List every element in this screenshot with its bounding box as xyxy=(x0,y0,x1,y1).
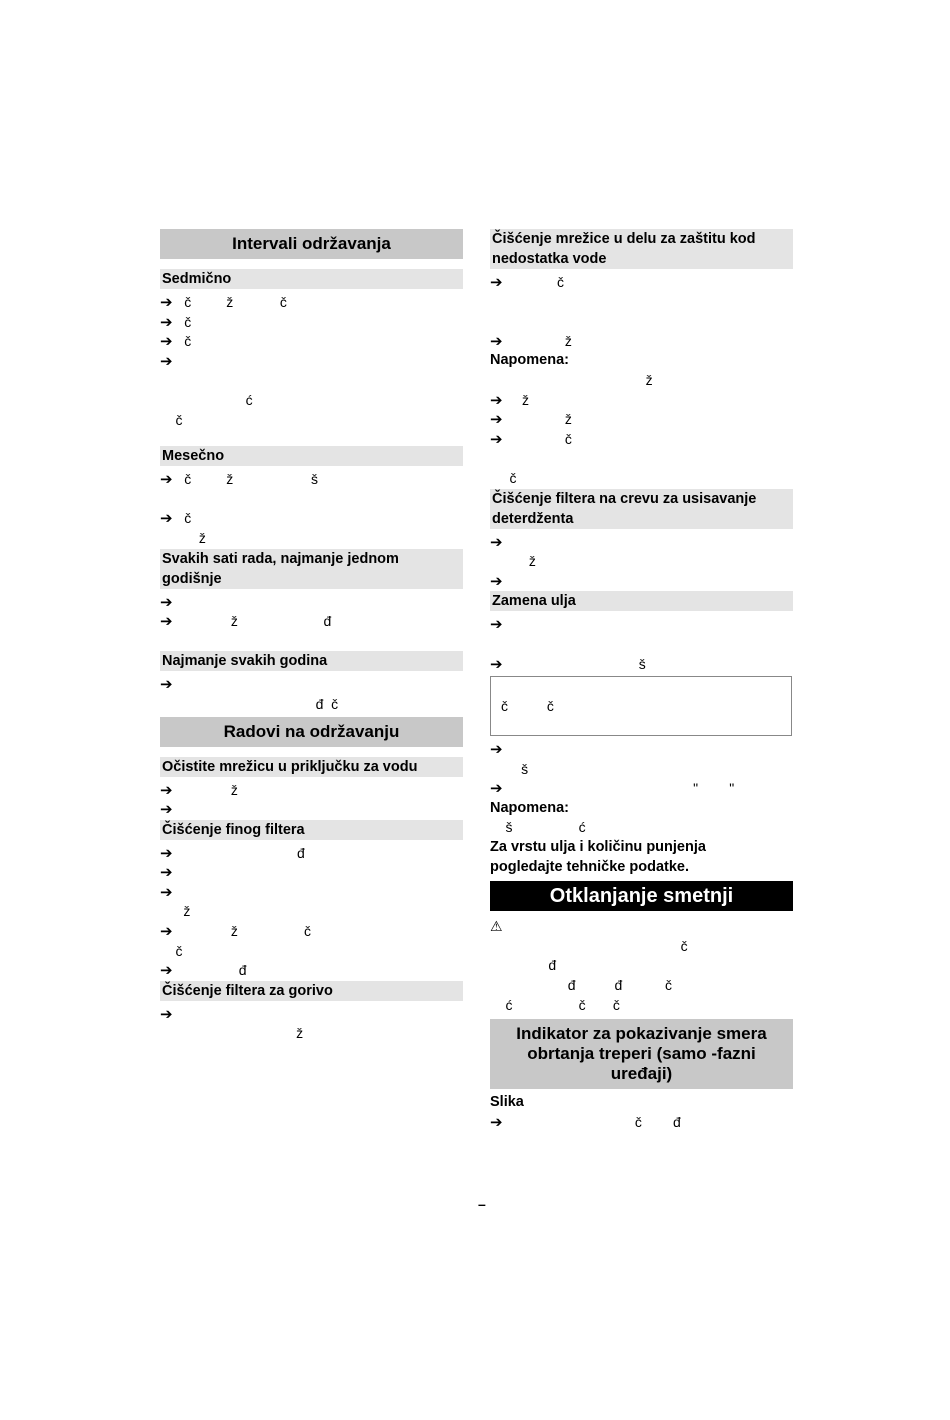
heading-sedmicno: Sedmično xyxy=(160,269,463,289)
arrow-icon: ➔ xyxy=(160,844,173,862)
arrow-icon: ➔ xyxy=(490,1113,503,1131)
oil-info-line: pogledajte tehničke podatke. xyxy=(490,858,690,875)
heading-ciscenje-finog-filtera: Čišćenje finog filtera xyxy=(160,820,463,840)
arrow-icon: ➔ xyxy=(490,741,503,759)
heading-mesecno: Mesečno xyxy=(160,446,463,466)
arrow-icon: ➔ xyxy=(160,676,173,694)
arrow-icon: ➔ xyxy=(490,430,503,448)
text-line: č xyxy=(160,411,183,428)
list-item: ➔ č xyxy=(160,313,192,331)
text-line: đ xyxy=(490,957,557,974)
arrow-icon: ➔ xyxy=(160,510,173,528)
list-item: ➔ š xyxy=(490,655,646,673)
text-line: č xyxy=(490,937,688,954)
arrow-icon: ➔ xyxy=(160,883,173,901)
heading-ciscenje-filtera-deterdzenta: Čišćenje filtera na crevu za usisavanje deterdženta xyxy=(490,489,793,529)
arrow-icon: ➔ xyxy=(490,780,503,798)
list-item xyxy=(160,593,463,613)
list-item: ➔ ž xyxy=(160,781,238,799)
arrow-icon: ➔ xyxy=(490,391,503,409)
text-line: ž xyxy=(490,553,536,570)
arrow-icon: ➔ xyxy=(490,572,503,590)
arrow-icon: ➔ xyxy=(490,274,503,291)
arrow-icon: ➔ xyxy=(160,313,173,331)
list-item: ➔ č xyxy=(490,274,565,291)
arrow-icon: ➔ xyxy=(490,616,503,634)
heading-zamena-ulja: Zamena ulja xyxy=(490,591,793,611)
left-column xyxy=(160,229,463,1044)
page-number: – xyxy=(478,1196,486,1212)
text-line: đ đ č xyxy=(490,977,673,994)
arrow-icon: ➔ xyxy=(490,332,503,350)
text-line: ž xyxy=(160,903,191,920)
arrow-icon: ➔ xyxy=(160,1005,173,1023)
list-item xyxy=(490,740,793,760)
arrow-icon: ➔ xyxy=(160,923,173,941)
arrow-icon: ➔ xyxy=(160,294,173,311)
arrow-icon: ➔ xyxy=(160,333,173,351)
arrow-icon: ➔ xyxy=(160,471,173,489)
warning-line xyxy=(490,917,793,937)
heading-najmanje-svakih: Najmanje svakih godina xyxy=(160,651,463,671)
text-line: ž xyxy=(160,1025,304,1042)
heading-ciscenje-mrezice: Čišćenje mrežice u delu za zaštitu kod nedostatka vode xyxy=(490,229,793,269)
list-item: ➔ č xyxy=(160,333,192,351)
list-item: ➔ č xyxy=(160,510,192,528)
list-item: ➔ đ xyxy=(160,962,247,980)
list-item xyxy=(160,352,463,372)
heading-otklanjanje-smetnji: Otklanjanje smetnji xyxy=(490,881,793,911)
label-slika: Slika xyxy=(490,1094,524,1111)
heading-svakih-sati: Svakih sati rada, najmanje jednom godišnje xyxy=(160,549,463,589)
text-line: ž xyxy=(160,529,206,546)
heading-indikator: Indikator za pokazivanje smera obrtanja treperi (samo -fazni uređaji) xyxy=(490,1019,793,1089)
list-item: ➔ č ž č xyxy=(160,294,287,311)
text-line: š xyxy=(490,760,529,777)
arrow-icon: ➔ xyxy=(490,655,503,673)
list-item xyxy=(490,615,793,635)
right-column xyxy=(490,229,793,1132)
text-line: š ć xyxy=(490,819,586,836)
info-box: č č xyxy=(490,676,792,736)
arrow-icon: ➔ xyxy=(490,533,503,551)
heading-intervali-odrzavanja: Intervali održavanja xyxy=(160,229,463,259)
heading-radovi-na-odrzavanju: Radovi na održavanju xyxy=(160,717,463,747)
note-label: Napomena: xyxy=(490,352,569,369)
text-line: ž xyxy=(490,371,653,388)
arrow-icon: ➔ xyxy=(160,962,173,980)
list-item: ➔ č xyxy=(490,430,572,448)
list-item xyxy=(160,863,463,883)
list-item xyxy=(160,1005,463,1025)
list-item xyxy=(160,800,463,820)
list-item: ➔ ž xyxy=(490,411,572,429)
list-item xyxy=(490,572,793,592)
note-label: Napomena: xyxy=(490,799,569,816)
oil-info-line: Za vrstu ulja i količinu punjenja xyxy=(490,839,706,856)
text-line: ć č č xyxy=(490,996,620,1013)
arrow-icon: ➔ xyxy=(160,864,173,882)
text-line: ć xyxy=(160,391,253,408)
list-item: ➔ č ž š xyxy=(160,471,319,489)
arrow-icon: ➔ xyxy=(160,781,173,799)
list-item: ➔ č đ xyxy=(490,1113,681,1131)
list-item xyxy=(490,533,793,553)
arrow-icon: ➔ xyxy=(160,613,173,631)
list-item: ➔ " " xyxy=(490,780,735,798)
arrow-icon: ➔ xyxy=(160,352,173,370)
text-line: č xyxy=(490,469,517,486)
list-item xyxy=(160,883,463,903)
arrow-icon: ➔ xyxy=(490,411,503,429)
list-item xyxy=(160,675,463,695)
list-item: ➔ đ xyxy=(160,844,305,862)
heading-ciscenje-filtera-za-gorivo: Čišćenje filtera za gorivo xyxy=(160,981,463,1001)
arrow-icon: ➔ xyxy=(160,801,173,819)
text-line: č xyxy=(160,942,183,959)
warning-icon: ⚠ xyxy=(490,918,503,935)
list-item: ➔ ž đ xyxy=(160,613,332,631)
list-item: ➔ ž č xyxy=(160,923,312,941)
text-line: đ č xyxy=(160,695,339,712)
list-item: ➔ ž xyxy=(490,332,572,350)
arrow-icon: ➔ xyxy=(160,593,173,611)
list-item: ➔ ž xyxy=(490,391,530,409)
heading-ocistite-mrezicu: Očistite mrežicu u priključku za vodu xyxy=(160,757,463,777)
